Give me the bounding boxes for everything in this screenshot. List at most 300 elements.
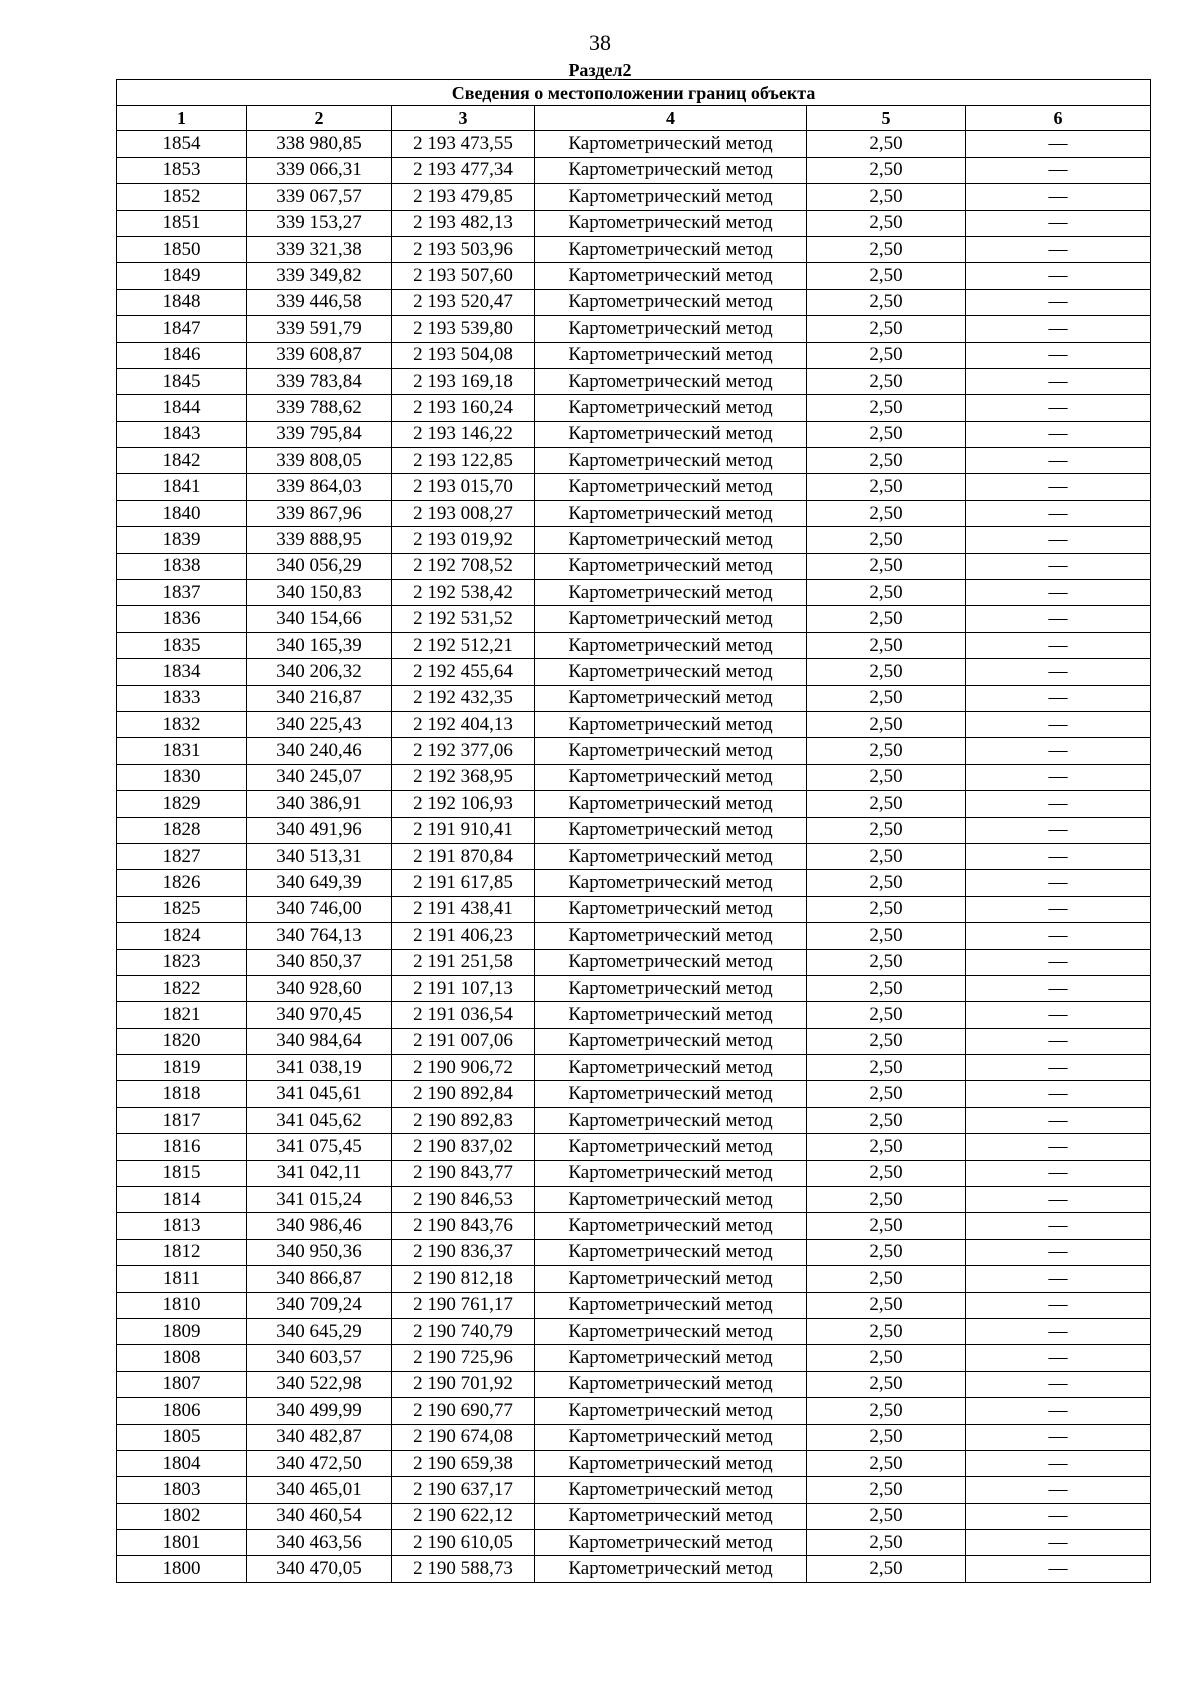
note-cell: — (966, 1371, 1151, 1397)
y-coordinate-cell: 2 193 015,70 (392, 474, 535, 500)
y-coordinate-cell: 2 192 455,64 (392, 659, 535, 685)
x-coordinate-cell: 340 460,54 (247, 1503, 392, 1529)
accuracy-cell: 2,50 (807, 1450, 966, 1476)
y-coordinate-cell: 2 193 160,24 (392, 395, 535, 421)
section-title: Раздел2 (568, 60, 632, 80)
point-number-cell: 1831 (117, 738, 247, 764)
accuracy-cell: 2,50 (807, 975, 966, 1001)
x-coordinate-cell: 340 950,36 (247, 1239, 392, 1265)
table-row (117, 1055, 1151, 1081)
y-coordinate-cell: 2 190 701,92 (392, 1371, 535, 1397)
y-coordinate-cell: 2 190 892,83 (392, 1107, 535, 1133)
method-cell: Картометрический метод (535, 1028, 807, 1054)
note-cell: — (966, 1318, 1151, 1344)
point-number-cell: 1819 (117, 1055, 247, 1081)
method-cell: Картометрический метод (535, 632, 807, 658)
accuracy-cell: 2,50 (807, 289, 966, 315)
point-number-cell: 1833 (117, 685, 247, 711)
accuracy-cell: 2,50 (807, 606, 966, 632)
y-coordinate-cell: 2 190 637,17 (392, 1477, 535, 1503)
x-coordinate-cell: 340 216,87 (247, 685, 392, 711)
y-coordinate-cell: 2 193 504,08 (392, 342, 535, 368)
note-cell: — (966, 1213, 1151, 1239)
point-number-cell: 1826 (117, 870, 247, 896)
method-cell: Картометрический метод (535, 896, 807, 922)
point-number-cell: 1808 (117, 1345, 247, 1371)
method-cell: Картометрический метод (535, 368, 807, 394)
accuracy-cell: 2,50 (807, 1266, 966, 1292)
x-coordinate-cell: 340 522,98 (247, 1371, 392, 1397)
note-cell: — (966, 500, 1151, 526)
note-cell: — (966, 1239, 1151, 1265)
accuracy-cell: 2,50 (807, 632, 966, 658)
method-cell: Картометрический метод (535, 131, 807, 157)
table-row (117, 421, 1151, 447)
point-number-cell: 1838 (117, 553, 247, 579)
x-coordinate-cell: 340 206,32 (247, 659, 392, 685)
y-coordinate-cell: 2 191 107,13 (392, 975, 535, 1001)
accuracy-cell: 2,50 (807, 553, 966, 579)
y-coordinate-cell: 2 193 146,22 (392, 421, 535, 447)
y-coordinate-cell: 2 192 404,13 (392, 711, 535, 737)
y-coordinate-cell: 2 193 477,34 (392, 157, 535, 183)
point-number-cell: 1849 (117, 263, 247, 289)
y-coordinate-cell: 2 193 520,47 (392, 289, 535, 315)
table-body (117, 131, 1151, 1582)
x-coordinate-cell: 338 980,85 (247, 131, 392, 157)
y-coordinate-cell: 2 190 740,79 (392, 1318, 535, 1344)
y-coordinate-cell: 2 193 169,18 (392, 368, 535, 394)
x-coordinate-cell: 340 165,39 (247, 632, 392, 658)
accuracy-cell: 2,50 (807, 1107, 966, 1133)
method-cell: Картометрический метод (535, 1055, 807, 1081)
point-number-cell: 1853 (117, 157, 247, 183)
point-number-cell: 1803 (117, 1477, 247, 1503)
table-row (117, 210, 1151, 236)
table-row (117, 1318, 1151, 1344)
table-row (117, 1134, 1151, 1160)
column-number: 1 (117, 106, 247, 131)
note-cell: — (966, 1450, 1151, 1476)
accuracy-cell: 2,50 (807, 1503, 966, 1529)
y-coordinate-cell: 2 193 473,55 (392, 131, 535, 157)
point-number-cell: 1822 (117, 975, 247, 1001)
point-number-cell: 1829 (117, 791, 247, 817)
accuracy-cell: 2,50 (807, 711, 966, 737)
x-coordinate-cell: 341 038,19 (247, 1055, 392, 1081)
table-row (117, 817, 1151, 843)
point-number-cell: 1818 (117, 1081, 247, 1107)
x-coordinate-cell: 340 866,87 (247, 1266, 392, 1292)
column-number: 4 (535, 106, 807, 131)
accuracy-cell: 2,50 (807, 263, 966, 289)
point-number-cell: 1837 (117, 580, 247, 606)
y-coordinate-cell: 2 190 610,05 (392, 1530, 535, 1556)
note-cell: — (966, 184, 1151, 210)
method-cell: Картометрический метод (535, 1530, 807, 1556)
point-number-cell: 1848 (117, 289, 247, 315)
note-cell: — (966, 1160, 1151, 1186)
note-cell: — (966, 210, 1151, 236)
x-coordinate-cell: 340 240,46 (247, 738, 392, 764)
x-coordinate-cell: 340 928,60 (247, 975, 392, 1001)
table-row (117, 1266, 1151, 1292)
method-cell: Картометрический метод (535, 711, 807, 737)
note-cell: — (966, 764, 1151, 790)
note-cell: — (966, 791, 1151, 817)
table-row (117, 870, 1151, 896)
x-coordinate-cell: 340 746,00 (247, 896, 392, 922)
y-coordinate-cell: 2 193 019,92 (392, 527, 535, 553)
note-cell: — (966, 131, 1151, 157)
method-cell: Картометрический метод (535, 1556, 807, 1582)
column-number: 5 (807, 106, 966, 131)
accuracy-cell: 2,50 (807, 1530, 966, 1556)
accuracy-cell: 2,50 (807, 1477, 966, 1503)
accuracy-cell: 2,50 (807, 448, 966, 474)
method-cell: Картометрический метод (535, 342, 807, 368)
y-coordinate-cell: 2 190 674,08 (392, 1424, 535, 1450)
accuracy-cell: 2,50 (807, 236, 966, 262)
accuracy-cell: 2,50 (807, 659, 966, 685)
x-coordinate-cell: 339 783,84 (247, 368, 392, 394)
point-number-cell: 1816 (117, 1134, 247, 1160)
note-cell: — (966, 1055, 1151, 1081)
y-coordinate-cell: 2 191 007,06 (392, 1028, 535, 1054)
note-cell: — (966, 738, 1151, 764)
table-row (117, 131, 1151, 157)
y-coordinate-cell: 2 191 910,41 (392, 817, 535, 843)
column-number: 3 (392, 106, 535, 131)
table-row (117, 949, 1151, 975)
x-coordinate-cell: 339 591,79 (247, 316, 392, 342)
table-row (117, 263, 1151, 289)
table-row (117, 1530, 1151, 1556)
table-row (117, 711, 1151, 737)
method-cell: Картометрический метод (535, 210, 807, 236)
accuracy-cell: 2,50 (807, 368, 966, 394)
x-coordinate-cell: 340 386,91 (247, 791, 392, 817)
method-cell: Картометрический метод (535, 474, 807, 500)
table-row (117, 1239, 1151, 1265)
x-coordinate-cell: 339 446,58 (247, 289, 392, 315)
method-cell: Картометрический метод (535, 1107, 807, 1133)
method-cell: Картометрический метод (535, 421, 807, 447)
accuracy-cell: 2,50 (807, 580, 966, 606)
point-number-cell: 1821 (117, 1002, 247, 1028)
table-row (117, 157, 1151, 183)
table-row (117, 527, 1151, 553)
table-row (117, 1187, 1151, 1213)
y-coordinate-cell: 2 190 906,72 (392, 1055, 535, 1081)
method-cell: Картометрический метод (535, 1477, 807, 1503)
table-row (117, 1371, 1151, 1397)
note-cell: — (966, 1266, 1151, 1292)
x-coordinate-cell: 341 015,24 (247, 1187, 392, 1213)
note-cell: — (966, 1081, 1151, 1107)
table-row (117, 896, 1151, 922)
method-cell: Картометрический метод (535, 817, 807, 843)
y-coordinate-cell: 2 190 725,96 (392, 1345, 535, 1371)
note-cell: — (966, 1424, 1151, 1450)
table-row (117, 632, 1151, 658)
accuracy-cell: 2,50 (807, 157, 966, 183)
method-cell: Картометрический метод (535, 659, 807, 685)
accuracy-cell: 2,50 (807, 1239, 966, 1265)
accuracy-cell: 2,50 (807, 1292, 966, 1318)
table-row (117, 1345, 1151, 1371)
method-cell: Картометрический метод (535, 1371, 807, 1397)
note-cell: — (966, 1530, 1151, 1556)
method-cell: Картометрический метод (535, 1081, 807, 1107)
point-number-cell: 1841 (117, 474, 247, 500)
method-cell: Картометрический метод (535, 448, 807, 474)
table-row (117, 1213, 1151, 1239)
table-row (117, 1292, 1151, 1318)
table-row (117, 1028, 1151, 1054)
point-number-cell: 1828 (117, 817, 247, 843)
x-coordinate-cell: 340 056,29 (247, 553, 392, 579)
method-cell: Картометрический метод (535, 738, 807, 764)
table-row (117, 843, 1151, 869)
y-coordinate-cell: 2 190 837,02 (392, 1134, 535, 1160)
note-cell: — (966, 1477, 1151, 1503)
x-coordinate-cell: 341 042,11 (247, 1160, 392, 1186)
point-number-cell: 1834 (117, 659, 247, 685)
accuracy-cell: 2,50 (807, 1002, 966, 1028)
point-number-cell: 1809 (117, 1318, 247, 1344)
note-cell: — (966, 949, 1151, 975)
table-row (117, 580, 1151, 606)
x-coordinate-cell: 340 645,29 (247, 1318, 392, 1344)
point-number-cell: 1815 (117, 1160, 247, 1186)
table-row (117, 659, 1151, 685)
table-row (117, 342, 1151, 368)
accuracy-cell: 2,50 (807, 685, 966, 711)
method-cell: Картометрический метод (535, 870, 807, 896)
point-number-cell: 1851 (117, 210, 247, 236)
accuracy-cell: 2,50 (807, 1398, 966, 1424)
column-number-row (117, 106, 1151, 131)
point-number-cell: 1806 (117, 1398, 247, 1424)
table-row (117, 1107, 1151, 1133)
note-cell: — (966, 1345, 1151, 1371)
x-coordinate-cell: 341 045,62 (247, 1107, 392, 1133)
y-coordinate-cell: 2 191 870,84 (392, 843, 535, 869)
table-caption-row (117, 80, 1151, 106)
point-number-cell: 1805 (117, 1424, 247, 1450)
x-coordinate-cell: 341 075,45 (247, 1134, 392, 1160)
point-number-cell: 1842 (117, 448, 247, 474)
table-row (117, 1556, 1151, 1582)
y-coordinate-cell: 2 190 892,84 (392, 1081, 535, 1107)
method-cell: Картометрический метод (535, 553, 807, 579)
accuracy-cell: 2,50 (807, 316, 966, 342)
point-number-cell: 1844 (117, 395, 247, 421)
x-coordinate-cell: 339 349,82 (247, 263, 392, 289)
method-cell: Картометрический метод (535, 975, 807, 1001)
x-coordinate-cell: 339 067,57 (247, 184, 392, 210)
point-number-cell: 1801 (117, 1530, 247, 1556)
x-coordinate-cell: 339 066,31 (247, 157, 392, 183)
x-coordinate-cell: 340 154,66 (247, 606, 392, 632)
x-coordinate-cell: 340 984,64 (247, 1028, 392, 1054)
method-cell: Картометрический метод (535, 843, 807, 869)
x-coordinate-cell: 339 864,03 (247, 474, 392, 500)
accuracy-cell: 2,50 (807, 1556, 966, 1582)
accuracy-cell: 2,50 (807, 1318, 966, 1344)
accuracy-cell: 2,50 (807, 1055, 966, 1081)
point-number-cell: 1824 (117, 923, 247, 949)
y-coordinate-cell: 2 190 690,77 (392, 1398, 535, 1424)
y-coordinate-cell: 2 191 406,23 (392, 923, 535, 949)
note-cell: — (966, 395, 1151, 421)
point-number-cell: 1827 (117, 843, 247, 869)
note-cell: — (966, 1134, 1151, 1160)
point-number-cell: 1817 (117, 1107, 247, 1133)
table-row (117, 448, 1151, 474)
y-coordinate-cell: 2 193 503,96 (392, 236, 535, 262)
boundary-coordinates-table (116, 79, 1151, 1583)
y-coordinate-cell: 2 192 432,35 (392, 685, 535, 711)
method-cell: Картометрический метод (535, 1213, 807, 1239)
x-coordinate-cell: 339 808,05 (247, 448, 392, 474)
method-cell: Картометрический метод (535, 1450, 807, 1476)
x-coordinate-cell: 340 245,07 (247, 764, 392, 790)
note-cell: — (966, 553, 1151, 579)
method-cell: Картометрический метод (535, 527, 807, 553)
accuracy-cell: 2,50 (807, 1424, 966, 1450)
note-cell: — (966, 1002, 1151, 1028)
accuracy-cell: 2,50 (807, 764, 966, 790)
table-row (117, 316, 1151, 342)
method-cell: Картометрический метод (535, 1503, 807, 1529)
accuracy-cell: 2,50 (807, 395, 966, 421)
accuracy-cell: 2,50 (807, 184, 966, 210)
point-number-cell: 1832 (117, 711, 247, 737)
point-number-cell: 1830 (117, 764, 247, 790)
x-coordinate-cell: 340 463,56 (247, 1530, 392, 1556)
table-row (117, 1477, 1151, 1503)
point-number-cell: 1843 (117, 421, 247, 447)
method-cell: Картометрический метод (535, 1134, 807, 1160)
note-cell: — (966, 1028, 1151, 1054)
accuracy-cell: 2,50 (807, 1345, 966, 1371)
method-cell: Картометрический метод (535, 157, 807, 183)
y-coordinate-cell: 2 190 846,53 (392, 1187, 535, 1213)
point-number-cell: 1823 (117, 949, 247, 975)
method-cell: Картометрический метод (535, 1187, 807, 1213)
method-cell: Картометрический метод (535, 395, 807, 421)
method-cell: Картометрический метод (535, 316, 807, 342)
y-coordinate-cell: 2 190 843,77 (392, 1160, 535, 1186)
method-cell: Картометрический метод (535, 606, 807, 632)
accuracy-cell: 2,50 (807, 342, 966, 368)
table-row (117, 500, 1151, 526)
method-cell: Картометрический метод (535, 1160, 807, 1186)
method-cell: Картометрический метод (535, 1398, 807, 1424)
note-cell: — (966, 368, 1151, 394)
note-cell: — (966, 711, 1151, 737)
table-row (117, 395, 1151, 421)
method-cell: Картометрический метод (535, 289, 807, 315)
note-cell: — (966, 685, 1151, 711)
note-cell: — (966, 1398, 1151, 1424)
table-row (117, 368, 1151, 394)
method-cell: Картометрический метод (535, 1318, 807, 1344)
y-coordinate-cell: 2 192 538,42 (392, 580, 535, 606)
table-row (117, 1424, 1151, 1450)
table-row (117, 975, 1151, 1001)
note-cell: — (966, 1292, 1151, 1318)
table-row (117, 1081, 1151, 1107)
x-coordinate-cell: 340 491,96 (247, 817, 392, 843)
note-cell: — (966, 1503, 1151, 1529)
method-cell: Картометрический метод (535, 263, 807, 289)
y-coordinate-cell: 2 190 761,17 (392, 1292, 535, 1318)
note-cell: — (966, 448, 1151, 474)
accuracy-cell: 2,50 (807, 131, 966, 157)
y-coordinate-cell: 2 190 836,37 (392, 1239, 535, 1265)
x-coordinate-cell: 340 603,57 (247, 1345, 392, 1371)
point-number-cell: 1807 (117, 1371, 247, 1397)
y-coordinate-cell: 2 193 008,27 (392, 500, 535, 526)
point-number-cell: 1854 (117, 131, 247, 157)
x-coordinate-cell: 339 153,27 (247, 210, 392, 236)
x-coordinate-cell: 339 867,96 (247, 500, 392, 526)
accuracy-cell: 2,50 (807, 527, 966, 553)
y-coordinate-cell: 2 192 377,06 (392, 738, 535, 764)
table-row (117, 738, 1151, 764)
accuracy-cell: 2,50 (807, 1028, 966, 1054)
note-cell: — (966, 421, 1151, 447)
x-coordinate-cell: 340 465,01 (247, 1477, 392, 1503)
accuracy-cell: 2,50 (807, 210, 966, 236)
table-row (117, 236, 1151, 262)
x-coordinate-cell: 340 472,50 (247, 1450, 392, 1476)
x-coordinate-cell: 340 470,05 (247, 1556, 392, 1582)
point-number-cell: 1825 (117, 896, 247, 922)
y-coordinate-cell: 2 193 479,85 (392, 184, 535, 210)
page-number: 38 (589, 30, 611, 55)
method-cell: Картометрический метод (535, 949, 807, 975)
method-cell: Картометрический метод (535, 923, 807, 949)
method-cell: Картометрический метод (535, 1292, 807, 1318)
x-coordinate-cell: 341 045,61 (247, 1081, 392, 1107)
table-row (117, 1398, 1151, 1424)
point-number-cell: 1802 (117, 1503, 247, 1529)
x-coordinate-cell: 340 225,43 (247, 711, 392, 737)
method-cell: Картометрический метод (535, 580, 807, 606)
point-number-cell: 1839 (117, 527, 247, 553)
accuracy-cell: 2,50 (807, 500, 966, 526)
note-cell: — (966, 870, 1151, 896)
method-cell: Картометрический метод (535, 1002, 807, 1028)
table-row (117, 474, 1151, 500)
point-number-cell: 1836 (117, 606, 247, 632)
note-cell: — (966, 580, 1151, 606)
point-number-cell: 1812 (117, 1239, 247, 1265)
note-cell: — (966, 1556, 1151, 1582)
x-coordinate-cell: 340 649,39 (247, 870, 392, 896)
point-number-cell: 1800 (117, 1556, 247, 1582)
point-number-cell: 1835 (117, 632, 247, 658)
x-coordinate-cell: 340 150,83 (247, 580, 392, 606)
y-coordinate-cell: 2 191 251,58 (392, 949, 535, 975)
y-coordinate-cell: 2 191 036,54 (392, 1002, 535, 1028)
note-cell: — (966, 474, 1151, 500)
x-coordinate-cell: 339 888,95 (247, 527, 392, 553)
